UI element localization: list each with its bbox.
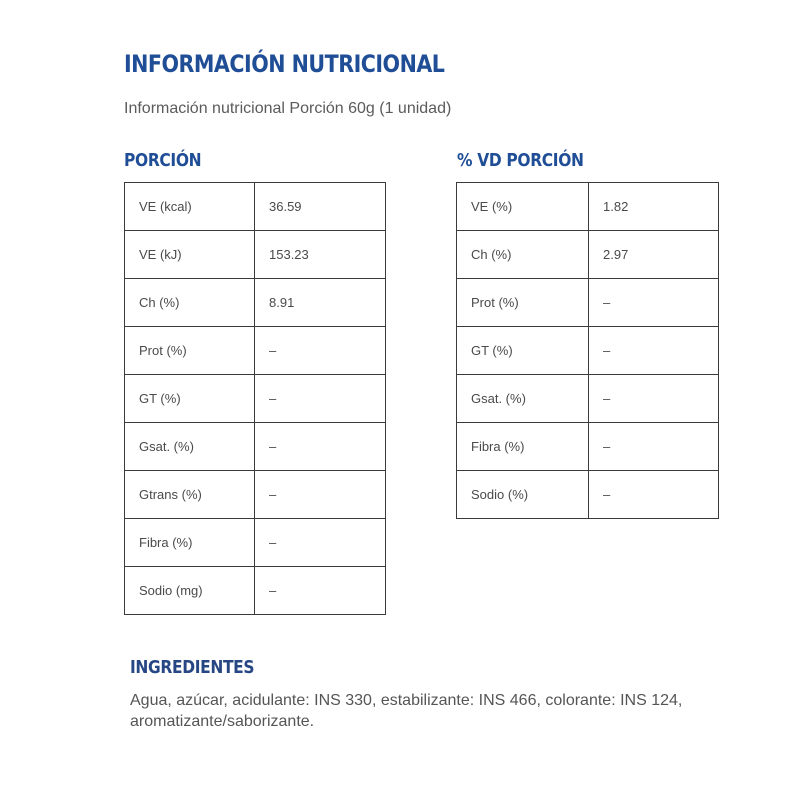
table-row [457,327,719,375]
porcion-heading: PORCIÓN [124,150,202,171]
nutrient-value: – [255,567,386,615]
nutrient-value: – [255,519,386,567]
ingredientes-heading: INGREDIENTES [130,657,255,678]
nutrient-label: Fibra (%) [457,423,589,471]
nutrient-value: – [589,327,719,375]
nutrient-label: VE (kJ) [125,231,255,279]
nutrient-value: – [589,279,719,327]
nutrient-value: 8.91 [255,279,386,327]
table-row [125,567,386,615]
table-row [125,327,386,375]
nutrient-label: Ch (%) [125,279,255,327]
nutrient-value: – [589,471,719,519]
vd-porcion-heading: % VD PORCIÓN [457,150,584,171]
nutrient-label: Gsat. (%) [125,423,255,471]
nutrient-label: GT (%) [457,327,589,375]
nutrient-label: Sodio (%) [457,471,589,519]
table-row [125,423,386,471]
nutrient-value: – [589,423,719,471]
table-row [125,519,386,567]
table-row [457,231,719,279]
nutrient-label: Prot (%) [125,327,255,375]
ingredients-text: Agua, azúcar, acidulante: INS 330, estabilizante: INS 466, colorante: INS 124, aromatizante/saborizante. [130,692,683,730]
table-row [125,231,386,279]
table-row [125,375,386,423]
table-row [125,183,386,231]
nutrient-value: 2.97 [589,231,719,279]
vd-porcion-table [456,182,719,519]
nutrient-label: VE (kcal) [125,183,255,231]
nutrient-value: – [255,423,386,471]
nutrient-label: Fibra (%) [125,519,255,567]
nutrient-label: Ch (%) [457,231,589,279]
page-title: INFORMACIÓN NUTRICIONAL [124,50,445,78]
nutrient-label: Prot (%) [457,279,589,327]
nutrient-value: – [255,327,386,375]
nutrient-value: 36.59 [255,183,386,231]
nutrient-value: 1.82 [589,183,719,231]
nutrient-label: VE (%) [457,183,589,231]
table-row [457,471,719,519]
nutrient-value: – [255,375,386,423]
nutrient-value: 153.23 [255,231,386,279]
table-row [125,279,386,327]
table-row [457,375,719,423]
nutrient-value: – [589,375,719,423]
nutrient-label: Sodio (mg) [125,567,255,615]
table-row [457,279,719,327]
table-row [457,423,719,471]
table-row [457,183,719,231]
table-row [125,471,386,519]
nutrient-value: – [255,471,386,519]
portion-subtitle: Información nutricional Porción 60g (1 unidad) [124,100,452,117]
porcion-table [124,182,386,615]
nutrient-label: GT (%) [125,375,255,423]
nutrient-label: Gtrans (%) [125,471,255,519]
nutrient-label: Gsat. (%) [457,375,589,423]
